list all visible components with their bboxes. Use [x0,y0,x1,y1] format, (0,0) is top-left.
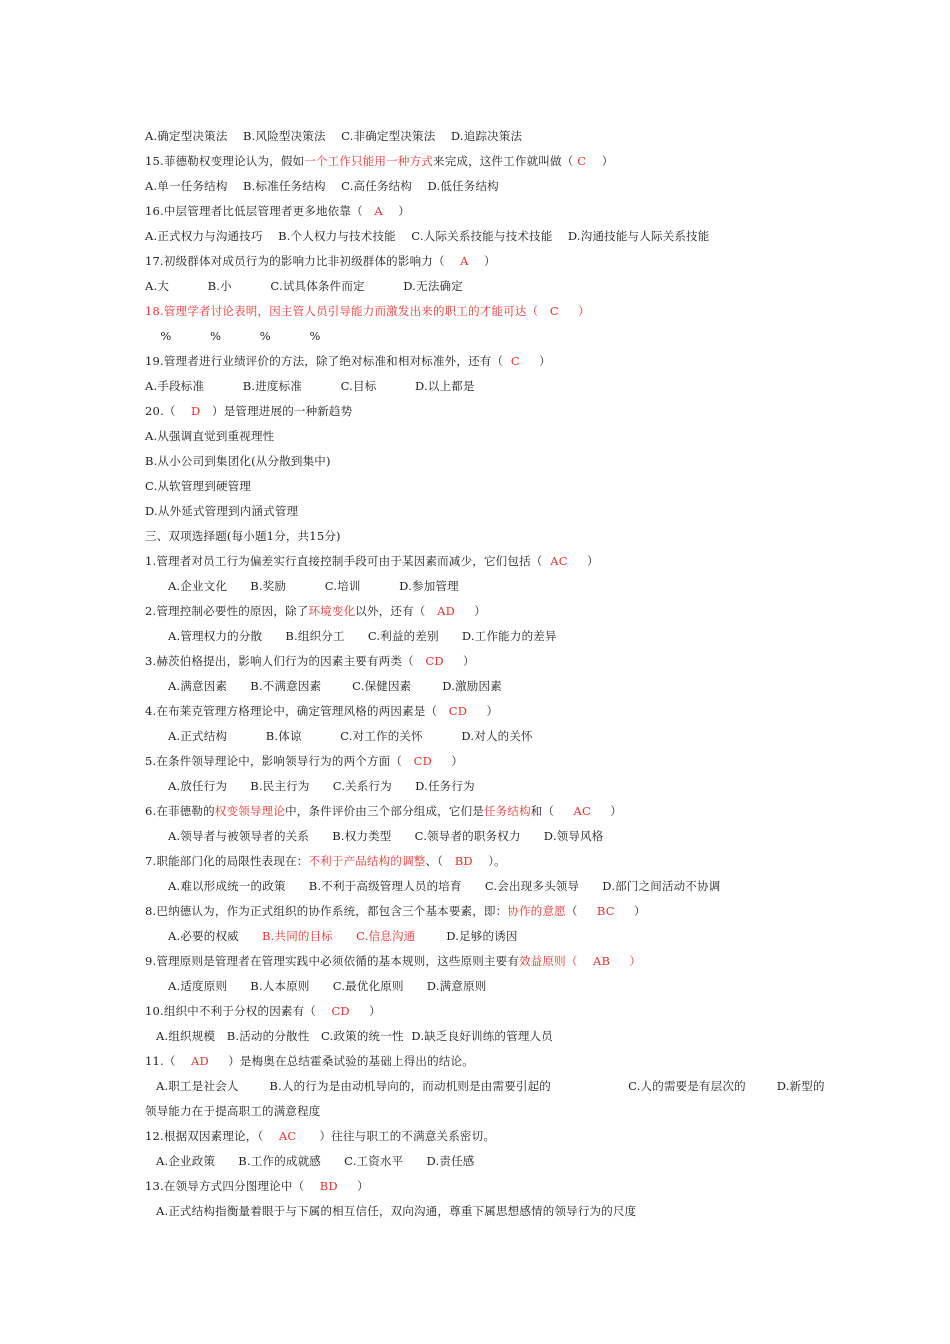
question-text: ）是梅奥在总结霍桑试验的基础上得出的结论。 [208,1054,474,1068]
question-text: 来完成，这件工作就叫做（ [433,154,578,168]
text-line [145,951,641,971]
question-text: 中，条件评价由三个部分组成，它们是 [285,804,484,818]
text-line [145,1001,381,1021]
text-line [145,301,590,321]
question-text: A.组织规模 B.活动的分散性 C.政策的统一性 D.缺乏良好训练的管理人员 [156,1029,553,1043]
text-line [156,1076,825,1096]
question-text: 12.根据双因素理论，（ [145,1129,279,1143]
answer-text: A [374,204,383,218]
question-text: 17.初级群体对成员行为的影响力比非初级群体的影响力（ [145,254,461,268]
question-text: A.正式权力与沟通技巧 B.个人权力与技术技能 C.人际关系技能与技术技能 D.沟通技能与人际关系技能 [145,229,710,243]
answer-text: AD [437,604,456,618]
question-text: D.足够的诱因 [415,929,518,943]
text-line [145,1101,321,1121]
question-text: ） [586,154,614,168]
answer-text: 环境变化 [308,604,356,618]
question-text: A.管理权力的分散 B.组织分工 C.利益的差别 D.工作能力的差异 [168,629,557,643]
text-line [168,926,518,946]
text-line [145,601,486,621]
text-line [145,451,331,471]
question-text: ） [591,804,622,818]
answer-text: BD [454,854,473,868]
question-text: 11.（ [145,1054,192,1068]
question-text: A.单一任务结构 B.标准任务结构 C.高任务结构 D.低任务结构 [145,179,499,193]
question-text: 三、双项选择题(每小题1分，共15分) [145,529,341,543]
text-line [145,476,251,496]
question-text: （ [565,904,597,918]
question-text: C.从软管理到硬管理 [145,479,252,493]
question-text: A.职工是社会人 B.人的行为是由动机导向的，而动机则是由需要引起的 C.人的需要是有层次的 D.新型的 [156,1079,825,1093]
question-text: 9.管理原则是管理者在管理实践中必须依循的基本规则，这些原则主要有 [145,954,520,968]
question-text: ）是管理进展的一种新趋势 [200,404,353,418]
answer-text: A [460,254,469,268]
text-line [145,401,352,421]
text-line [145,751,463,771]
question-text: D.从外延式管理到内涵式管理 [145,504,299,518]
text-line [145,526,341,546]
text-line [145,226,709,246]
text-line [145,276,463,296]
answer-text: 不利于产品结构的调整 [308,854,426,868]
question-text: 1.管理者对员工行为偏差实行直接控制手段可由于某因素而减少，它们包括（ [145,554,551,568]
question-text: A.必要的权威 [168,929,262,943]
answer-text: CD [448,704,468,718]
question-text: ） [443,654,475,668]
text-line [156,1151,474,1171]
question-text: A.企业政策 B.工作的成就感 C.工资水平 D.责任感 [156,1154,475,1168]
text-line [145,901,646,921]
text-line [168,576,459,596]
text-line [145,251,496,271]
question-text: % % % % [145,329,321,343]
question-text: 15.菲德勒权变理论认为，假如 [145,154,305,168]
question-text: ） [349,1004,381,1018]
question-text: A.满意因素 B.不满意因素 C.保健因素 D.激励因素 [168,679,502,693]
question-text: 2.管理控制必要性的原因，除了 [145,604,309,618]
question-text: ） [455,604,486,618]
question-text: 3.赫茨伯格提出，影响人们行为的因素主要有两类（ [145,654,426,668]
question-text: A.正式结构指衡量着眼于与下属的相互信任，双向沟通，尊重下属思想感情的领导行为的尺度 [156,1204,637,1218]
text-line [145,151,613,171]
question-text: 6.在菲德勒的 [145,804,215,818]
answer-text: 效益原则（ AB ） [519,954,642,968]
question-text: 8.巴纳德认为，作为正式组织的协作系统，都包含三个基本要素，即： [145,904,508,918]
answer-text: D [191,404,201,418]
question-text: ） [432,754,464,768]
text-line [168,976,486,996]
answer-text: AC [278,1129,297,1143]
text-line [168,776,475,796]
text-line [168,876,720,896]
question-text: ） [614,904,646,918]
question-text: A.企业文化 B.奖励 C.培训 D.参加管理 [168,579,459,593]
text-line [156,1201,636,1221]
answer-text: AC [573,804,591,818]
question-text: 、（ [425,854,455,868]
question-text: 20.（ [145,404,192,418]
text-line [145,1126,495,1146]
question-text: ） [337,1179,369,1193]
question-text: 13.在领导方式四分图理论中（ [145,1179,320,1193]
question-text: ）往往与职工的不满意关系密切。 [296,1129,496,1143]
question-text: ） [567,554,599,568]
question-text: 7.职能部门化的局限性表现在： [145,854,309,868]
answer-text: BD [319,1179,338,1193]
question-text: 以外，还有（ [355,604,438,618]
answer-text: AD [191,1054,209,1068]
text-line [145,1176,369,1196]
answer-text: 任务结构 [483,804,531,818]
question-text: 4.在布莱克管理方格理论中，确定管理风格的两因素是（ [145,704,449,718]
text-line [168,676,502,696]
text-line [145,426,274,446]
question-text: A.领导者与被领导者的关系 B.权力类型 C.领导者的职务权力 D.领导风格 [168,829,604,843]
answer-text: CD [425,654,444,668]
text-line [145,801,622,821]
question-text: A.从强调直觉到重视理性 [145,429,275,443]
text-line [145,651,475,671]
text-line [145,1051,474,1071]
question-text: 16.中层管理者比低层管理者更多地依靠（ [145,204,375,218]
text-line [145,501,298,521]
question-text: ） [519,354,551,368]
text-line [145,326,321,346]
question-text: A.难以形成统一的政策 B.不利于高级管理人员的培育 C.会出现多头领导 D.部门之间活动不协调 [168,879,721,893]
text-line [145,351,551,371]
answer-text: C [577,154,587,168]
question-text: ）。 [472,854,506,868]
answer-text: B.共同的目标 C.信息沟通 [262,929,416,943]
question-text: ） [468,254,496,268]
question-text: A.确定型决策法 B.风险型决策法 C.非确定型决策法 D.追踪决策法 [145,129,523,143]
answer-text: CD [331,1004,350,1018]
answer-text: 一个工作只能用一种方式 [304,154,433,168]
text-line [145,551,599,571]
answer-text: C [510,354,520,368]
text-line [168,826,603,846]
question-text: ） [467,704,499,718]
question-text: A.放任行为 B.民主行为 C.关系行为 D.任务行为 [168,779,475,793]
question-text: A.适度原则 B.人本原则 C.最优化原则 D.满意原则 [168,979,487,993]
text-line [168,626,557,646]
text-line [145,851,506,871]
answer-text: AC [550,554,568,568]
question-text: 19.管理者进行业绩评价的方法，除了绝对标准和相对标准外，还有（ [145,354,511,368]
question-text: 10.组织中不利于分权的因素有（ [145,1004,332,1018]
text-line [156,1026,553,1046]
question-text: A.大 B.小 C.试具体条件而定 D.无法确定 [145,279,463,293]
text-line [145,176,499,196]
answer-text: 权变领导理论 [214,804,286,818]
question-text: 领导能力在于提高职工的满意程度 [145,1104,321,1118]
question-text: A.手段标准 B.进度标准 C.目标 D.以上都是 [145,379,475,393]
answer-text: 协作的意愿 [507,904,566,918]
text-line [168,726,533,746]
text-line [145,126,522,146]
question-text: ） [382,204,410,218]
question-text: 和（ [530,804,574,818]
answer-text: CD [413,754,433,768]
question-text: A.正式结构 B.体谅 C.对工作的关怀 D.对人的关怀 [168,729,533,743]
answer-text: 18.管理学者讨论表明，因主管人员引导能力而激发出来的职工的才能可达（ C ） [145,304,590,318]
question-text: B.从小公司到集团化(从分散到集中) [145,454,331,468]
text-line [145,701,498,721]
text-line [145,376,475,396]
question-text: 5.在条件领导理论中，影响领导行为的两个方面（ [145,754,414,768]
answer-text: BC [596,904,615,918]
text-line [145,201,410,221]
